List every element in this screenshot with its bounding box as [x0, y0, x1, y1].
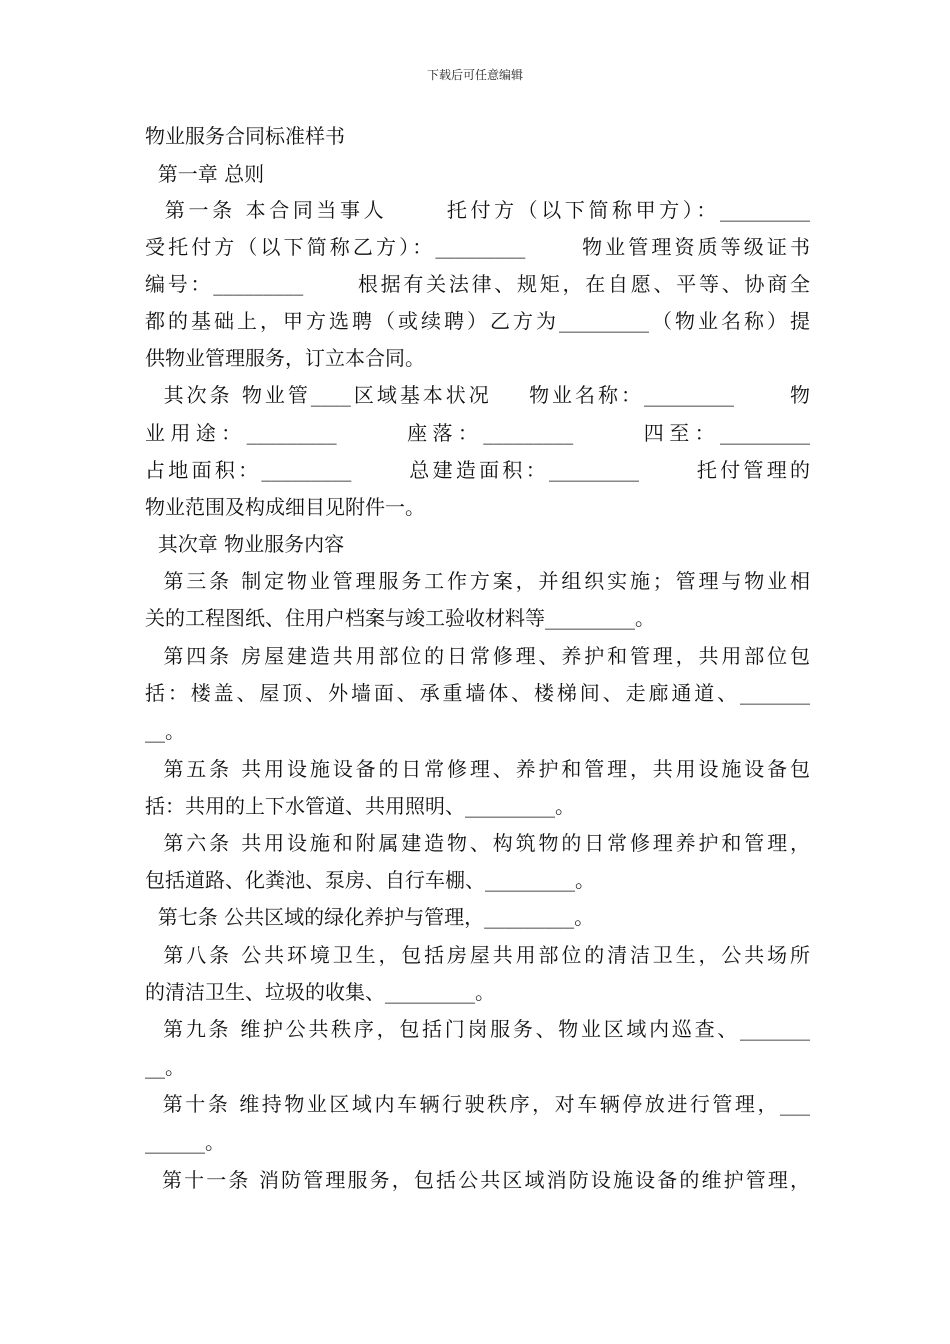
body-line: 关的工程图纸、住用户档案与竣工验收材料等_________。 [145, 606, 655, 630]
document-title: 物业服务合同标准样书 [145, 124, 345, 148]
chapter-1-heading: 第一章 总则 [145, 162, 265, 186]
body-line: 括：楼盖、屋顶、外墙面、承重墙体、楼梯间、走廊通道、_______ [145, 681, 810, 705]
body-line: 第四条 房屋建造共用部位的日常修理、养护和管理，共用部位包 [145, 644, 810, 668]
page-header: 下载后可任意编辑 [426, 68, 523, 82]
body-line: __。 [145, 719, 185, 743]
body-line: 受托付方（以下简称乙方）：_________ 物业管理资质等级证书 [145, 235, 810, 259]
body-line: 包括道路、化粪池、泵房、自行车棚、_________。 [145, 868, 595, 892]
body-line: 第五条 共用设施设备的日常修理、养护和管理，共用设施设备包 [145, 757, 810, 781]
body-line: 括：共用的上下水管道、共用照明、_________。 [145, 794, 575, 818]
body-line: 第七条 公共区域的绿化养护与管理，_________。 [145, 905, 595, 929]
body-line: 都的基础上，甲方选聘（或续聘）乙方为_________（物业名称）提 [145, 309, 810, 333]
body-line: 物业范围及构成细目见附件一。 [145, 495, 425, 519]
body-line: 第十条 维持物业区域内车辆行驶秩序，对车辆停放进行管理，___ [145, 1092, 810, 1116]
body-line: 占地面积：_________ 总建造面积：_________ 托付管理的 [145, 458, 810, 482]
body-line: 第十一条 消防管理服务，包括公共区域消防设施设备的维护管理， [145, 1168, 810, 1192]
body-line: ______。 [145, 1130, 225, 1154]
body-line: 第一条 本合同当事人 托付方（以下简称甲方）：_________ [145, 198, 810, 222]
body-line: __。 [145, 1055, 185, 1079]
body-line: 第九条 维护公共秩序，包括门岗服务、物业区域内巡查、_______ [145, 1017, 810, 1041]
body-line: 第六条 共用设施和附属建造物、构筑物的日常修理养护和管理， [145, 831, 810, 855]
body-line: 编号：_________ 根据有关法律、规矩，在自愿、平等、协商全 [145, 272, 810, 296]
body-line: 业用途：_________ 座落：_________ 四至：_________ [145, 421, 810, 445]
chapter-2-heading: 其次章 物业服务内容 [145, 532, 345, 556]
body-line: 其次条 物业管____区域基本状况 物业名称：_________ 物 [145, 383, 810, 407]
body-line: 第三条 制定物业管理服务工作方案，并组织实施；管理与物业相 [145, 569, 810, 593]
body-line: 的清洁卫生、垃圾的收集、_________。 [145, 980, 495, 1004]
body-line: 供物业管理服务，订立本合同。 [145, 346, 425, 370]
body-line: 第八条 公共环境卫生，包括房屋共用部位的清洁卫生，公共场所 [145, 943, 810, 967]
